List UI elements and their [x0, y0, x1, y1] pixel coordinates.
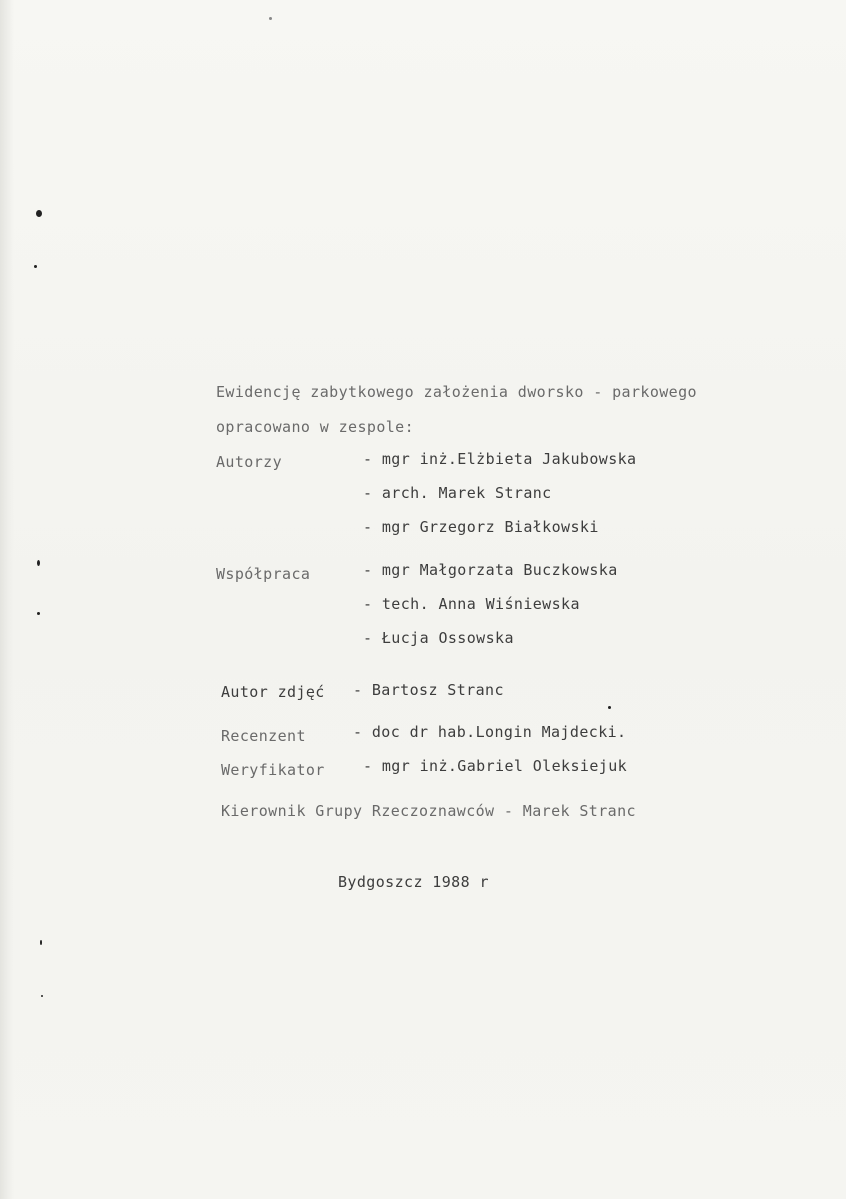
cooperation-item: - Łucja Ossowska	[363, 629, 514, 647]
author-item: - arch. Marek Stranc	[363, 484, 552, 502]
paper-edge	[0, 0, 14, 1199]
scan-speck	[37, 560, 40, 566]
authors-label: Autorzy	[216, 453, 283, 471]
author-item: - mgr Grzegorz Białkowski	[363, 518, 599, 536]
manager-line: Kierownik Grupy Rzeczoznawców - Marek Stranc	[221, 802, 636, 820]
cooperation-item: - tech. Anna Wiśniewska	[363, 595, 580, 613]
scan-speck	[34, 265, 37, 268]
scan-speck	[608, 706, 611, 709]
photo-author-label: Autor zdjęć	[221, 683, 325, 701]
photo-author-value: - Bartosz Stranc	[353, 681, 504, 699]
reviewer-value: - doc dr hab.Longin Majdecki.	[353, 723, 627, 741]
scan-speck	[37, 612, 40, 615]
verifier-label: Weryfikator	[221, 761, 325, 779]
cooperation-label: Współpraca	[216, 565, 311, 583]
place-date: Bydgoszcz 1988 r	[338, 873, 489, 891]
scan-speck	[40, 940, 42, 945]
scan-speck	[36, 210, 42, 217]
cooperation-item: - mgr Małgorzata Buczkowska	[363, 561, 618, 579]
scan-speck	[41, 995, 43, 997]
scan-speck	[269, 17, 272, 20]
intro-line-1: Ewidencję zabytkowego założenia dworsko - parkowego	[216, 383, 697, 401]
reviewer-label: Recenzent	[221, 727, 306, 745]
intro-line-2: opracowano w zespole:	[216, 418, 415, 436]
verifier-value: - mgr inż.Gabriel Oleksiejuk	[363, 757, 628, 775]
author-item: - mgr inż.Elżbieta Jakubowska	[363, 450, 637, 468]
